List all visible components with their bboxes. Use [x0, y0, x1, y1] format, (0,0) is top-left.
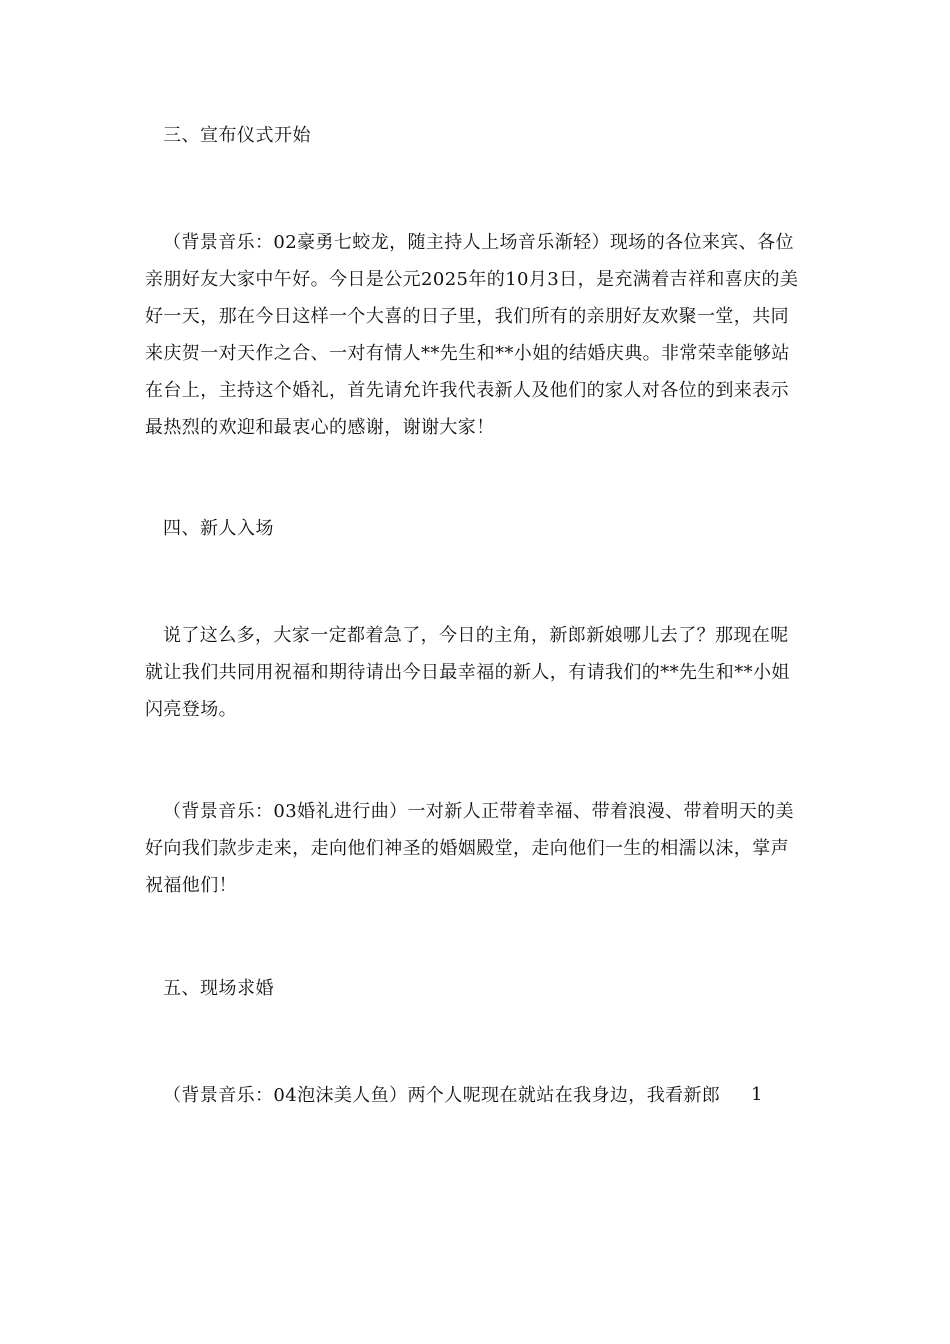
section-heading-ceremony-start: 三、宣布仪式开始: [163, 125, 311, 146]
section-heading-couple-entrance: 四、新人入场: [163, 518, 274, 539]
paragraph-wedding-march: （背景音乐：03婚礼进行曲）一对新人正带着幸福、带着浪漫、带着明天的美好向我们款步走来，走向他们神圣的婚姻殿堂，走向他们一生的相濡以沫，掌声祝福他们！: [145, 801, 794, 896]
paragraph-proposal-intro: （背景音乐：04泡沫美人鱼）两个人呢现在就站在我身边，我看新郎: [163, 1085, 721, 1106]
page-number: 1: [751, 1084, 763, 1105]
section-heading-proposal: 五、现场求婚: [163, 978, 274, 999]
paragraph-ceremony-opening: （背景音乐：02豪勇七蛟龙，随主持人上场音乐渐轻）现场的各位来宾、各位亲朋好友大家中午好。今日是公元2025年的10月3日，是充满着吉祥和喜庆的美好一天，那在今日这样一个大喜的日子里，我们所有的亲朋好友欢聚一堂，共同来庆贺一对天作之合、一对有情人**先生和**小姐的结婚庆典。非常荣幸能够站在台上，主持这个婚礼，首先请允许我代表新人及他们的家人对各位的到来表示最热烈的欢迎和最衷心的感谢，谢谢大家！: [145, 232, 799, 438]
paragraph-couple-invitation: 说了这么多，大家一定都着急了，今日的主角，新郎新娘哪儿去了？那现在呢就让我们共同用祝福和期待请出今日最幸福的新人，有请我们的**先生和**小姐闪亮登场。: [145, 625, 790, 720]
